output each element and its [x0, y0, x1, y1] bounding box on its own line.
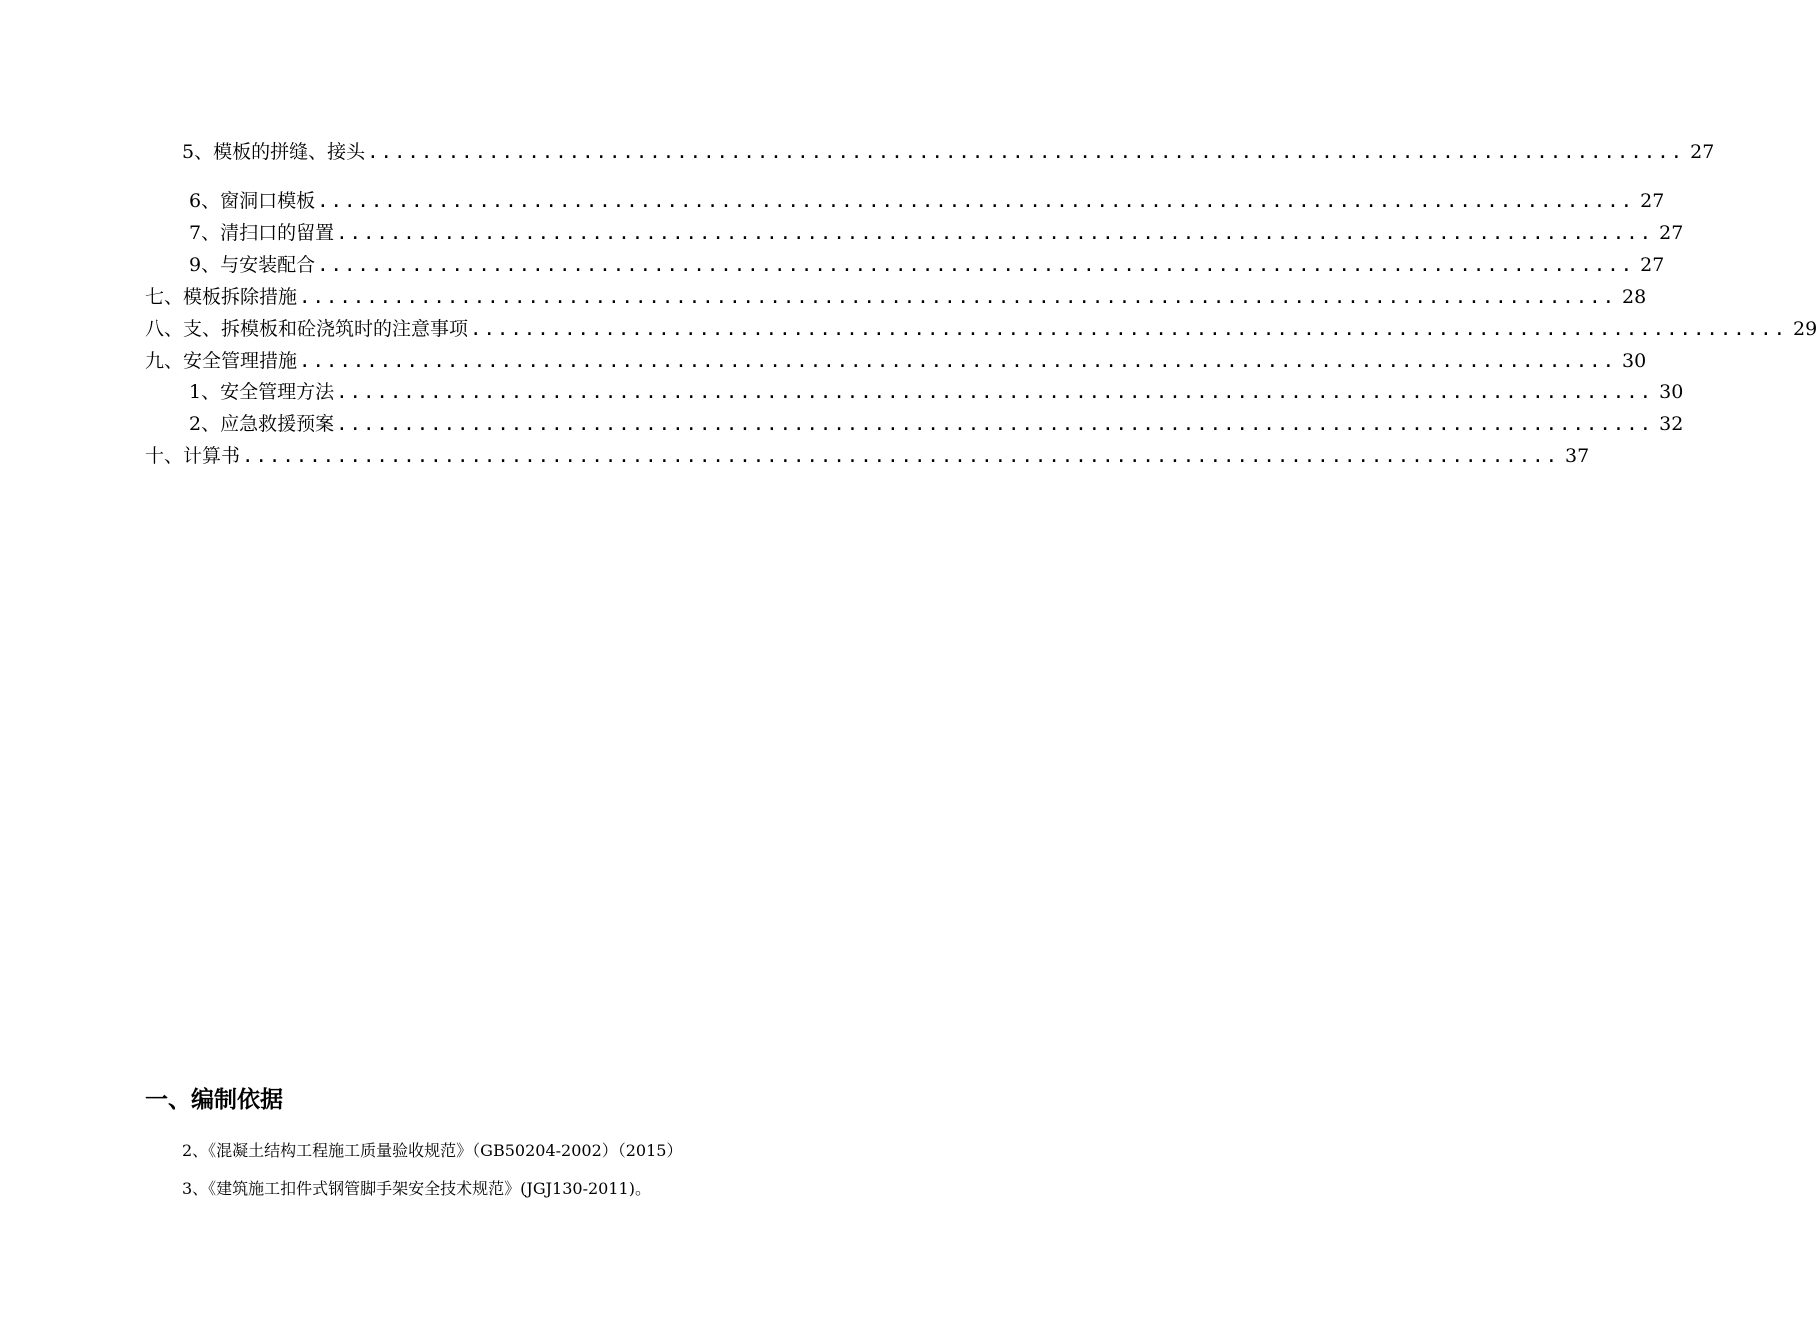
- toc-entry-title: 6、窗洞口模板: [189, 190, 316, 212]
- toc-entry-title: 七、模板拆除措施: [145, 286, 298, 308]
- toc-entry-title: 九、安全管理措施: [145, 350, 298, 372]
- toc-entry-page: 28: [1622, 286, 1647, 308]
- toc-entry-title: 9、与安装配合: [189, 254, 316, 276]
- toc-entry[interactable]: [189, 252, 1665, 278]
- toc-entry[interactable]: [145, 348, 1647, 374]
- toc-leader-dots: ..................................................................................................: [336, 381, 1654, 403]
- toc-entry-page: 30: [1659, 381, 1684, 403]
- toc-entry-page: 29: [1793, 318, 1817, 340]
- toc-entry-page: 27: [1690, 141, 1715, 163]
- toc-leader-dots: ..................................................................................................: [299, 286, 1617, 308]
- toc-entry[interactable]: [145, 316, 1817, 342]
- toc-leader-dots: ..................................................................................................: [317, 190, 1635, 212]
- toc-entry[interactable]: [189, 379, 1684, 405]
- toc-entry[interactable]: [189, 188, 1665, 214]
- toc-entry-title: 1、安全管理方法: [189, 381, 335, 403]
- toc-leader-dots: ..................................................................................................: [317, 254, 1635, 276]
- toc-entry[interactable]: [189, 411, 1684, 437]
- toc-entry-page: 32: [1659, 413, 1684, 435]
- toc-leader-dots: ..................................................................................................: [336, 222, 1654, 244]
- toc-leader-dots: ..................................................................................................: [470, 318, 1788, 340]
- toc-entry[interactable]: [189, 220, 1684, 246]
- toc-entry[interactable]: [145, 443, 1590, 469]
- reference-item: 3、《建筑施工扣件式钢管脚手架安全技术规范》(JGJ130-2011)。: [182, 1179, 651, 1198]
- toc-entry-title: 八、支、拆模板和砼浇筑时的注意事项: [145, 318, 469, 340]
- reference-item: 2、《混凝土结构工程施工质量验收规范》（GB50204-2002）（2015）: [182, 1141, 683, 1160]
- toc-entry-title: 7、清扫口的留置: [189, 222, 335, 244]
- toc-entry-page: 30: [1622, 350, 1647, 372]
- toc-entry-page: 27: [1640, 190, 1665, 212]
- toc-entry-page: 27: [1659, 222, 1684, 244]
- toc-entry-page: 37: [1565, 445, 1590, 467]
- toc-leader-dots: ..................................................................................................: [367, 141, 1685, 163]
- toc-entry[interactable]: [145, 284, 1647, 310]
- section-heading: 一、编制依据: [145, 1087, 283, 1113]
- toc-entry-title: 5、模板的拼缝、接头: [182, 141, 366, 163]
- toc-entry[interactable]: [182, 139, 1715, 165]
- toc-entry-title: 十、计算书: [145, 445, 241, 467]
- toc-entry-page: 27: [1640, 254, 1665, 276]
- toc-leader-dots: ..................................................................................................: [242, 445, 1560, 467]
- toc-entry-title: 2、应急救援预案: [189, 413, 335, 435]
- toc-leader-dots: ..................................................................................................: [299, 350, 1617, 372]
- toc-leader-dots: ..................................................................................................: [336, 413, 1654, 435]
